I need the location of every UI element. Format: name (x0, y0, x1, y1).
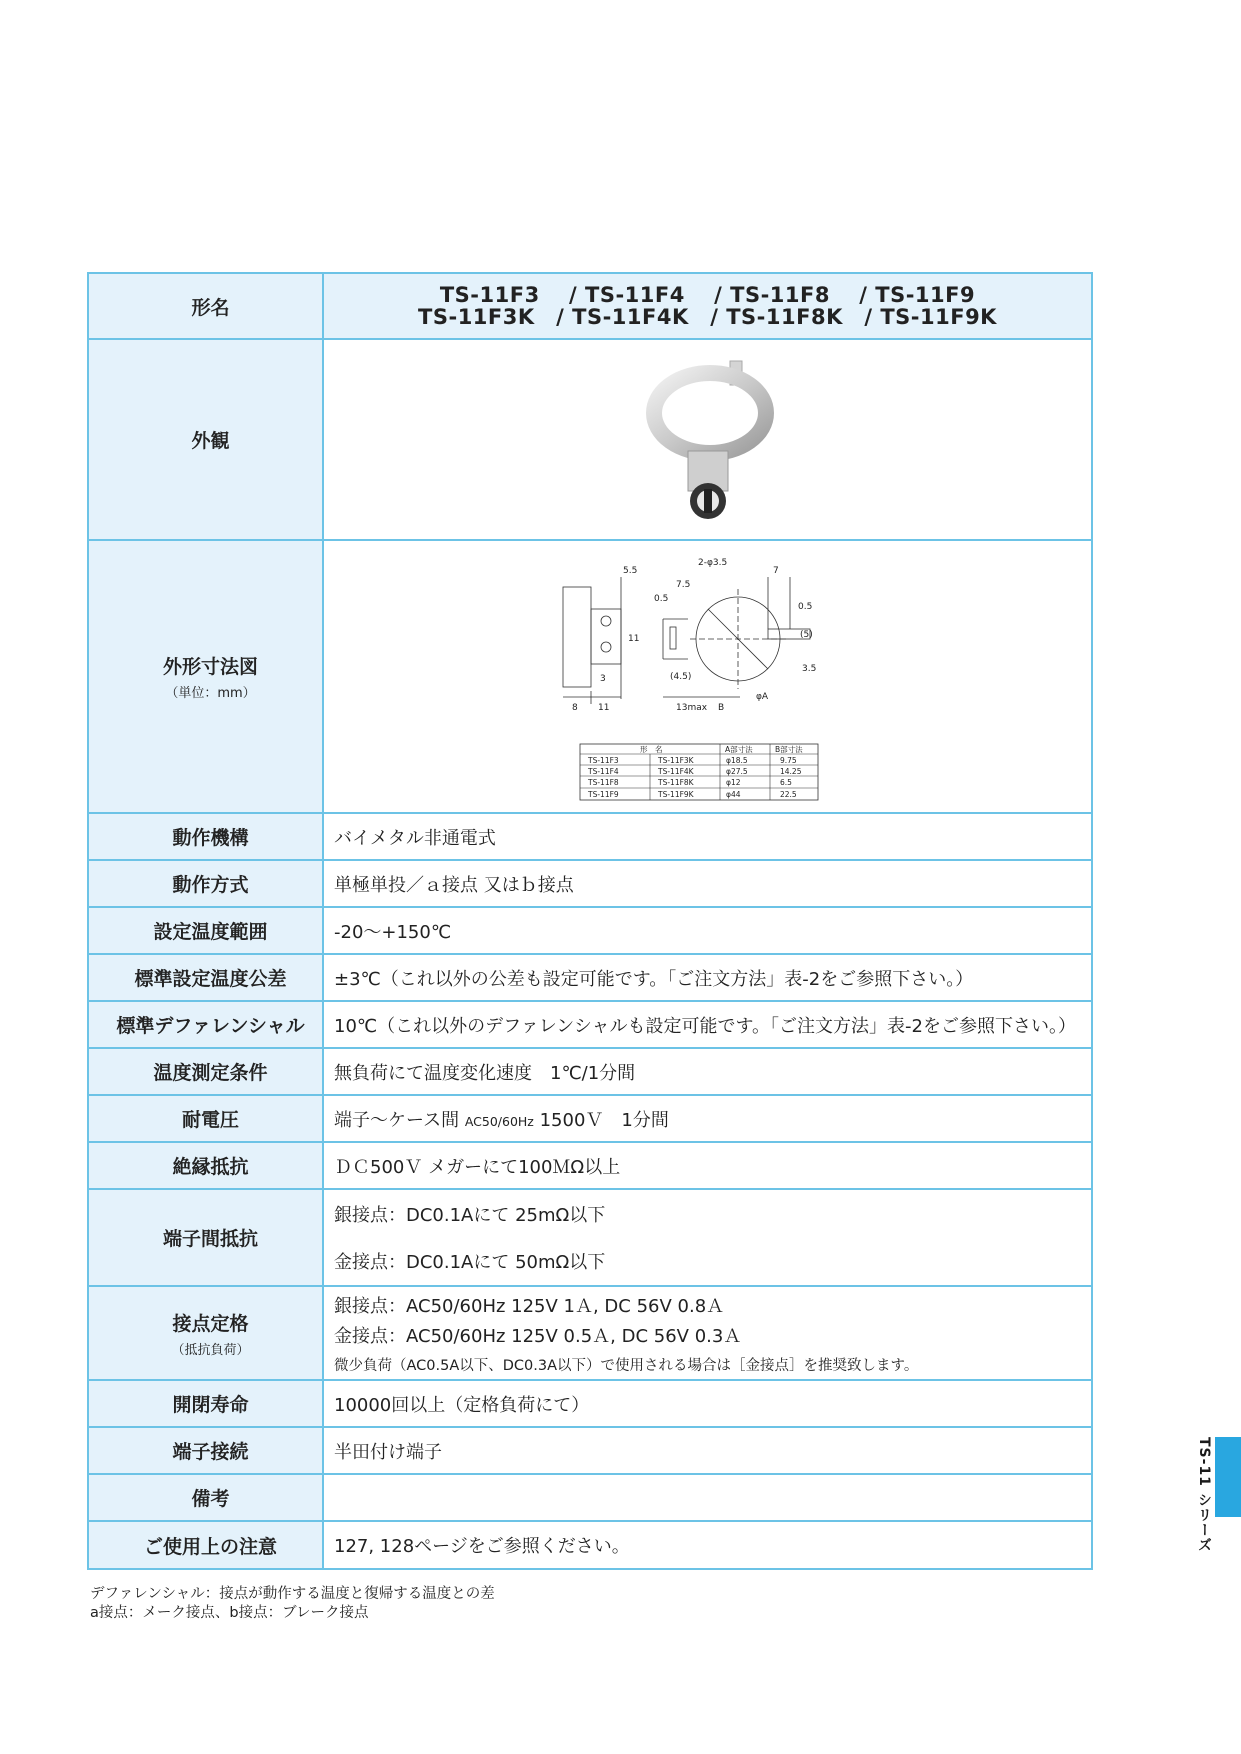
dim-table-header-model: 形 名 (639, 745, 662, 754)
label-terminal-connection: 端子接続 (89, 1428, 324, 1473)
label-usage-caution: ご使用上の注意 (89, 1522, 324, 1568)
label-model-names: 形名 (89, 274, 324, 338)
dim-table-cell: 14.25 (779, 767, 801, 776)
footer-notes (90, 1585, 495, 1623)
label-dimensions (89, 541, 324, 812)
row-withstand-voltage (89, 1096, 1091, 1143)
label-measure-condition: 温度測定条件 (89, 1049, 324, 1094)
dim-7-5: 7.5 (675, 580, 690, 590)
model-names-line1: TS-11F3 / TS-11F4 / TS-11F8 / TS-11F9 (439, 283, 976, 307)
label-appearance: 外観 (89, 340, 324, 539)
row-temp-tolerance (89, 955, 1091, 1002)
value-operation-method: 単極単投／ａ接点 又はｂ接点 (334, 874, 574, 896)
row-dimensions (89, 541, 1091, 814)
label-switching-life: 開閉寿命 (89, 1381, 324, 1426)
row-measure-condition (89, 1049, 1091, 1096)
row-model-names (89, 274, 1091, 340)
dim-3-5: 3.5 (801, 664, 816, 674)
value-operation-mechanism: バイメタル非通電式 (334, 827, 496, 849)
label-operation-mechanism: 動作機構 (89, 814, 324, 859)
dim-table-cell: TS-11F3K (657, 756, 694, 765)
dim-table-cell: TS-11F8 (587, 778, 619, 787)
row-terminal-connection (89, 1428, 1091, 1475)
row-contact-rating (89, 1287, 1091, 1381)
label-operation-method: 動作方式 (89, 861, 324, 906)
dim-3: 3 (599, 674, 606, 684)
footer-note-differential: デファレンシャル：接点が動作する温度と復帰する温度との差 (90, 1586, 495, 1602)
spec-table (87, 272, 1093, 1570)
label-terminal-resistance: 端子間抵抗 (89, 1190, 324, 1285)
value-remarks (324, 1475, 1091, 1520)
value-temp-range: -20～+150℃ (334, 921, 452, 943)
dim-table-cell: φ27.5 (725, 767, 748, 776)
value-withstand-voltage (324, 1096, 1091, 1141)
dim-table-cell: TS-11F4 (587, 767, 619, 776)
contact-rating-gold: 金接点：AC50/60Hz 125V 0.5Ａ, DC 56V 0.3Ａ (334, 1325, 742, 1347)
row-switching-life (89, 1381, 1091, 1428)
value-contact-rating (324, 1287, 1091, 1379)
dim-table-cell: 9.75 (779, 756, 797, 765)
dim-table-cell: φ18.5 (725, 756, 748, 765)
contact-rating-note: 微少負荷（AC0.5A以下、DC0.3A以下）で使用される場合は［金接点］を推奨致します。 (334, 1357, 919, 1374)
value-measure-condition: 無負荷にて温度変化速度 1℃/1分間 (334, 1062, 636, 1084)
withstand-pre: 端子～ケース間 (334, 1109, 465, 1131)
dim-5-5: 5.5 (622, 566, 637, 576)
label-contact-rating (89, 1287, 324, 1379)
dim-5-paren: (5) (799, 630, 813, 640)
label-insulation: 絶縁抵抗 (89, 1143, 324, 1188)
dim-table-cell: TS-11F8K (657, 778, 694, 787)
dim-table-cell: 22.5 (779, 790, 797, 799)
label-contact-rating-sub: （抵抗負荷） (171, 1342, 250, 1358)
label-withstand-voltage: 耐電圧 (89, 1096, 324, 1141)
value-switching-life: 10000回以上（定格負荷にて） (334, 1394, 590, 1416)
label-temp-range: 設定温度範囲 (89, 908, 324, 953)
model-names (324, 274, 1091, 338)
dim-table-header-a: A部寸法 (724, 745, 753, 754)
dim-4-5-paren: (4.5) (669, 672, 691, 682)
label-dimensions-unit: （単位：mm） (165, 686, 256, 701)
row-appearance (89, 340, 1091, 541)
dim-11-horizontal: 11 (597, 703, 609, 713)
terminal-resistance-gold: 金接点：DC0.1Aにて 50mΩ以下 (334, 1252, 606, 1274)
label-differential: 標準デファレンシャル (89, 1002, 324, 1047)
row-insulation (89, 1143, 1091, 1190)
value-temp-tolerance: ±3℃（これ以外の公差も設定可能です。「ご注文方法」表-2をご参照下さい。） (334, 968, 974, 990)
label-dimensions-text: 外形寸法図 (162, 656, 258, 678)
dim-7: 7 (772, 566, 779, 576)
dim-2-phi: 2-φ3.5 (697, 558, 727, 568)
contact-rating-silver: 銀接点：AC50/60Hz 125V 1Ａ, DC 56V 0.8Ａ (334, 1295, 725, 1317)
row-terminal-resistance (89, 1190, 1091, 1287)
value-usage-caution: 127, 128ページをご参照ください。 (334, 1536, 630, 1557)
dim-phi-a: φA (755, 692, 768, 702)
dim-table-cell: 6.5 (779, 778, 792, 787)
dim-b: B (717, 703, 724, 713)
dim-8: 8 (571, 703, 578, 713)
footer-note-contacts: a接点：メーク接点、b接点：ブレーク接点 (90, 1605, 369, 1621)
value-terminal-resistance (324, 1190, 1091, 1285)
dim-table-cell: TS-11F4K (657, 767, 694, 776)
dim-table-cell: φ12 (725, 778, 740, 787)
label-temp-tolerance: 標準設定温度公差 (89, 955, 324, 1000)
dim-11-vertical: 11 (627, 634, 639, 644)
dim-table-header-b: B部寸法 (774, 745, 803, 754)
dim-0-5-b: 0.5 (797, 602, 812, 612)
side-index-label: TS-11 シリーズ (1196, 1437, 1212, 1553)
row-temp-range (89, 908, 1091, 955)
dim-table-cell: TS-11F9 (587, 790, 619, 799)
side-index-tab (1215, 1437, 1241, 1517)
product-photo (638, 355, 778, 525)
dimension-table (580, 744, 818, 800)
withstand-post: 1500Ｖ 1分間 (533, 1109, 669, 1131)
dim-table-cell: φ44 (725, 790, 740, 799)
label-remarks: 備考 (89, 1475, 324, 1520)
value-differential: 10℃（これ以外のデファレンシャルも設定可能です。「ご注文方法」表-2をご参照下さい。） (334, 1015, 1077, 1037)
row-operation-mechanism (89, 814, 1091, 861)
dim-table-cell: TS-11F3 (587, 756, 619, 765)
row-usage-caution (89, 1522, 1091, 1568)
terminal-resistance-silver: 銀接点：DC0.1Aにて 25mΩ以下 (334, 1204, 606, 1226)
withstand-ac: AC50/60Hz (464, 1113, 534, 1129)
model-names-line2: TS-11F3K / TS-11F4K / TS-11F8K / TS-11F9K (418, 305, 997, 329)
row-differential (89, 1002, 1091, 1049)
dim-13max: 13max (675, 703, 707, 713)
row-operation-method (89, 861, 1091, 908)
value-insulation: ＤＣ500Ｖ メガーにて100ＭΩ以上 (334, 1156, 621, 1178)
value-terminal-connection: 半田付け端子 (334, 1441, 442, 1463)
row-remarks (89, 1475, 1091, 1522)
label-contact-rating-text: 接点定格 (172, 1312, 249, 1335)
dim-table-cell: TS-11F9K (657, 790, 694, 799)
dimension-drawing (558, 549, 858, 804)
dim-0-5-a: 0.5 (653, 594, 668, 604)
